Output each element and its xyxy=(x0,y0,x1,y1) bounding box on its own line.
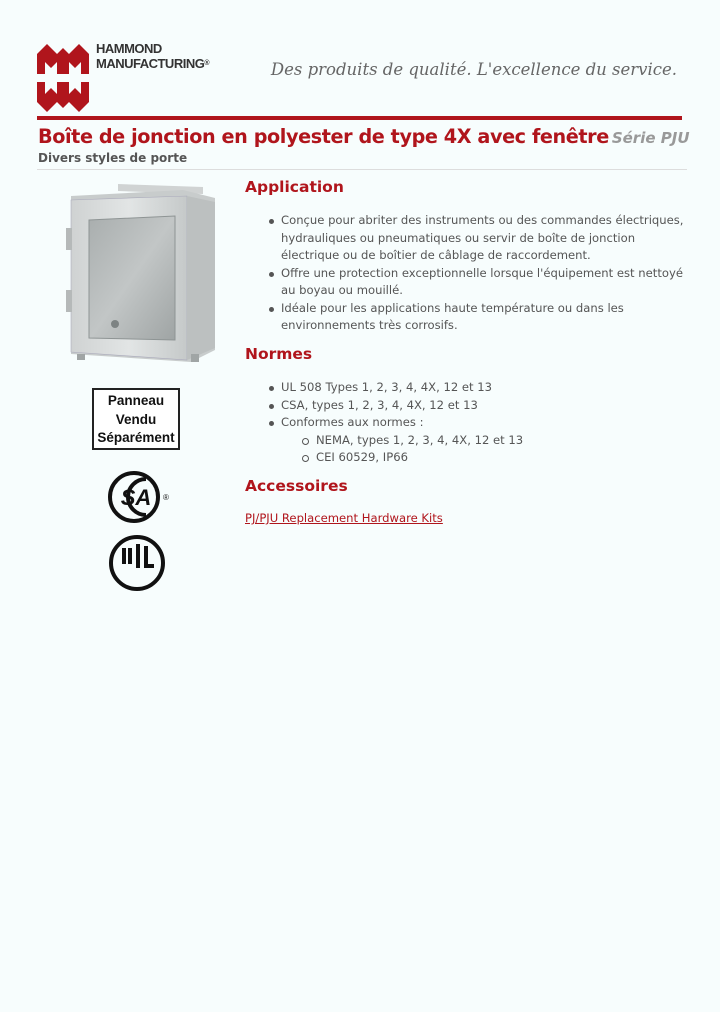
page-subtitle: Divers styles de porte xyxy=(38,151,188,165)
svg-text:®: ® xyxy=(163,493,169,502)
header-divider xyxy=(37,116,682,120)
page-title-main: Boîte de jonction en polyester de type 4X avec fenêtre xyxy=(38,125,609,148)
hardware-kits-link[interactable]: PJ/PJU Replacement Hardware Kits xyxy=(245,511,443,525)
svg-text:SA: SA xyxy=(120,485,152,510)
accessories-heading: Accessoires xyxy=(245,477,348,495)
company-name-line2: MANUFACTURING xyxy=(96,56,205,71)
title-divider xyxy=(37,169,687,170)
standards-list xyxy=(245,379,695,467)
product-image xyxy=(63,182,221,372)
badge-line1: Panneau xyxy=(107,393,165,408)
list-item: Idéale pour les applications haute température ou dans les environnements très corrosifs. xyxy=(245,300,695,335)
panel-sold-separately-badge xyxy=(92,388,180,450)
ul-certification-logo xyxy=(108,532,166,568)
list-item: Conçue pour abriter des instruments ou des commandes électriques, hydrauliques ou pneumatiques ou servir de boîte de jonction électrique ou de boîtier de câblage de raccordement. xyxy=(245,212,695,265)
badge-line3: Séparément xyxy=(97,430,175,445)
application-list xyxy=(245,212,695,335)
company-name xyxy=(96,41,209,71)
application-heading: Application xyxy=(245,178,344,196)
page-title xyxy=(38,125,690,148)
badge-line2: Vendu xyxy=(115,411,157,427)
registered-mark: ® xyxy=(204,60,209,67)
sub-list-item: CEI 60529, IP66 xyxy=(245,449,695,467)
standards-sublist xyxy=(245,432,695,467)
company-name-line1: HAMMOND xyxy=(96,41,162,56)
page-header xyxy=(0,0,720,122)
list-item: CSA, types 1, 2, 3, 4, 4X, 12 et 13 xyxy=(245,397,695,415)
standards-heading: Normes xyxy=(245,345,313,363)
list-item: Offre une protection exceptionnelle lorsque l'équipement est nettoyé au boyau ou mouillé. xyxy=(245,265,695,300)
tagline: Des produits de qualité. L'excellence du service. xyxy=(270,60,677,79)
sub-list-item: NEMA, types 1, 2, 3, 4, 4X, 12 et 13 xyxy=(245,432,695,450)
csa-certification-logo xyxy=(106,465,168,529)
list-item: UL 508 Types 1, 2, 3, 4, 4X, 12 et 13 xyxy=(245,379,695,397)
hammond-logo-icon xyxy=(37,44,89,112)
list-item: Conformes aux normes : xyxy=(245,414,695,432)
series-label: Série PJU xyxy=(611,129,690,147)
